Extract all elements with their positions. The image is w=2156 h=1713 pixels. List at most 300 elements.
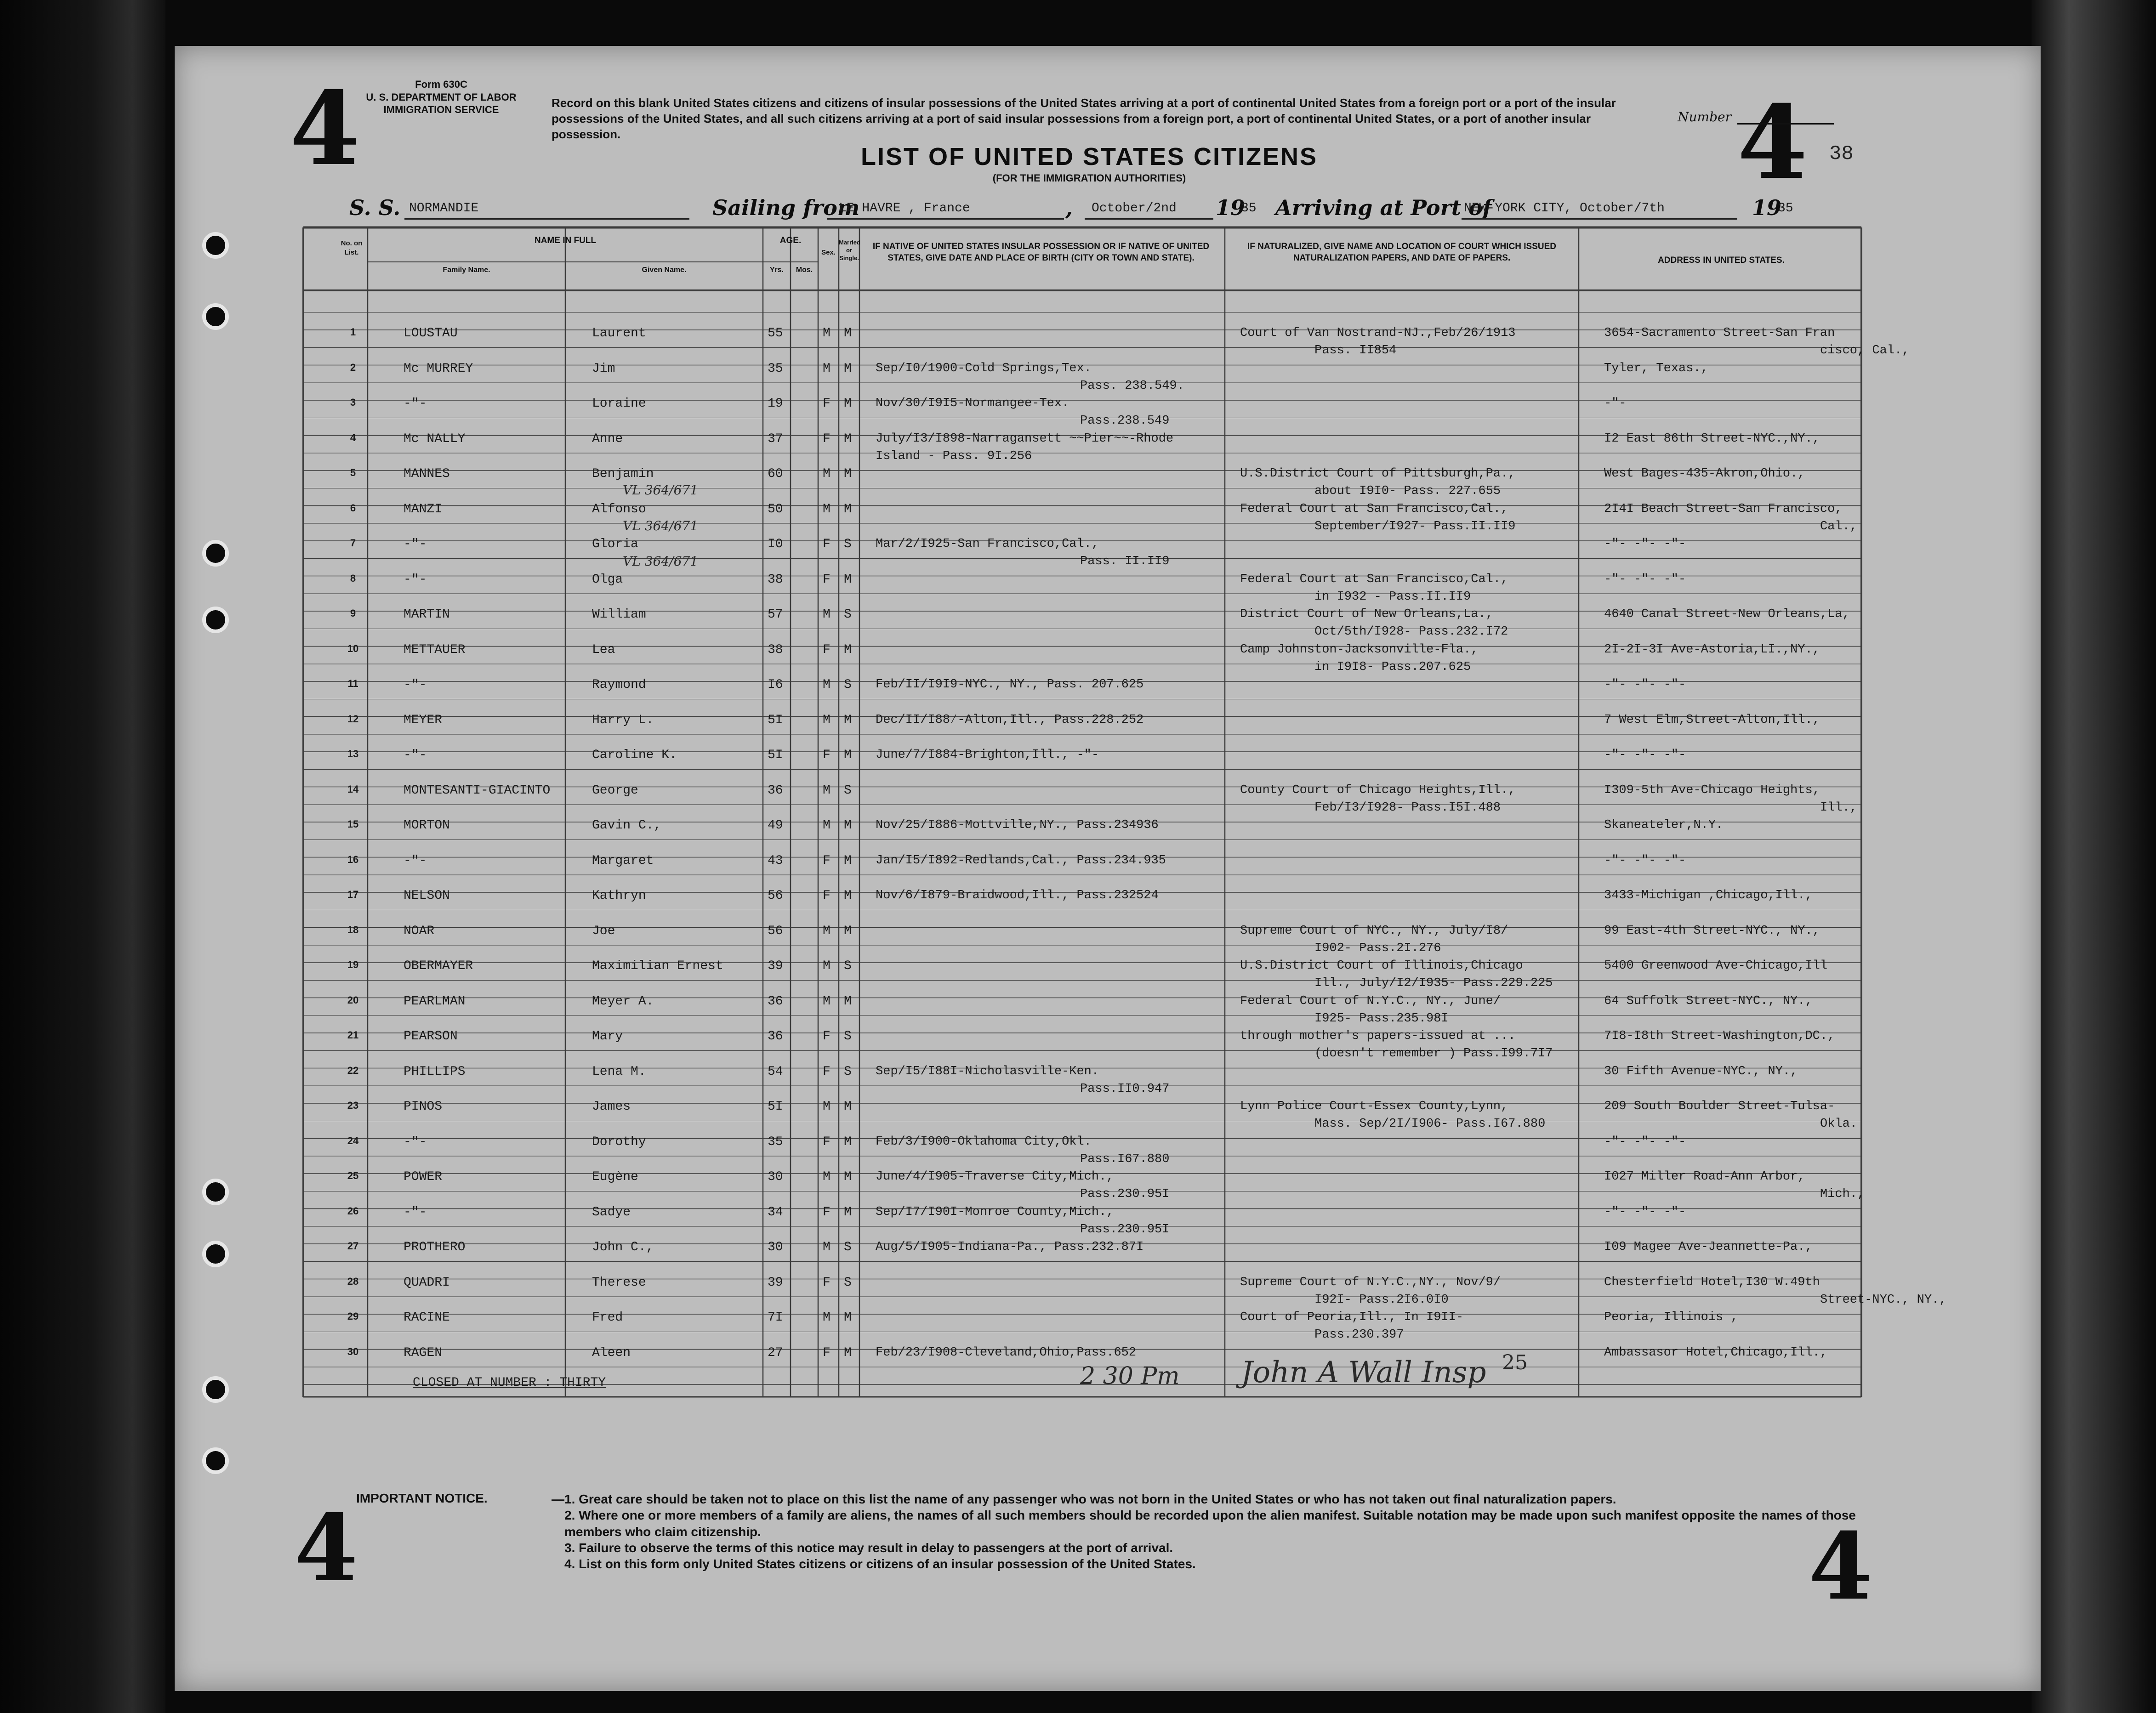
- row-sex: M: [823, 959, 831, 973]
- row-sex: F: [823, 572, 831, 587]
- row-age: 39: [768, 959, 783, 973]
- row-no: 17: [347, 889, 359, 900]
- year-prefix: 19: [1752, 195, 1782, 220]
- row-family: RAGEN: [404, 1345, 443, 1360]
- row-addr: 30 Fifth Avenue-NYC., NY.,: [1604, 1064, 1798, 1078]
- row-given: Mary: [592, 1029, 623, 1044]
- row-nat2: Pass.230.397: [1314, 1328, 1404, 1342]
- col-header-mos: Mos.: [796, 266, 813, 274]
- row-ms: M: [844, 431, 852, 446]
- row-no: 7: [350, 537, 356, 549]
- film-edge-left: [0, 0, 165, 1713]
- row-ms: S: [844, 537, 852, 551]
- row-birth: Feb/II/I9I9-NYC., NY., Pass. 207.625: [876, 678, 1144, 692]
- row-sex: F: [823, 642, 831, 657]
- film-edge-right: [2031, 0, 2156, 1713]
- row-nat2: (doesn't remember ) Pass.I99.7I7: [1314, 1047, 1553, 1061]
- departure-date: October/2nd: [1092, 201, 1177, 216]
- row-no: 6: [350, 502, 356, 514]
- col-header-age: AGE.: [779, 236, 802, 245]
- row-ms: M: [844, 818, 852, 833]
- row-age: 38: [768, 572, 783, 587]
- row-ms: S: [844, 783, 852, 798]
- row-given: George: [592, 783, 638, 798]
- sailing-from-label: Sailing from: [712, 195, 860, 220]
- col-header-married: Married or Single.: [839, 239, 860, 261]
- row-no: 21: [347, 1029, 359, 1041]
- row-family: OBERMAYER: [404, 959, 473, 973]
- row-age: 35: [768, 361, 783, 376]
- row-ms: M: [844, 748, 852, 762]
- col-header-name-in-full: NAME IN FULL: [534, 236, 597, 245]
- col-header-naturalized: IF NATURALIZED, GIVE NAME AND LOCATION OF COURT WHICH ISSUED NATURALIZATION PAPERS, AND DATE OF PAPERS.: [1247, 242, 1556, 263]
- col-header-given-name: Given Name.: [642, 266, 687, 274]
- row-birth: Dec/II/I88⁄-Alton,Ill., Pass.228.252: [876, 713, 1144, 727]
- row-ms: M: [844, 1205, 852, 1220]
- row-given: Meyer A.: [592, 994, 654, 1009]
- row-family: QUADRI: [404, 1275, 450, 1290]
- row-no: 24: [347, 1134, 359, 1146]
- row-age: 36: [768, 1029, 783, 1044]
- time-note: 2 30 Pm: [1080, 1362, 1180, 1390]
- row-given: Eugène: [592, 1170, 638, 1184]
- row-nat: District Court of New Orleans,La.,: [1240, 607, 1493, 621]
- list-number-large: 4: [1809, 1513, 1873, 1621]
- margin-note: VL 364/671: [623, 554, 699, 569]
- row-sex: M: [823, 326, 831, 340]
- row-addr: Peoria, Illinois ,: [1604, 1310, 1738, 1324]
- notice-item: 2. Where one or more members of a family are aliens, the names of all such members should be recorded upon the alien manifest. Suitable notation may be made upon such manifest opposite the names of those members who claim citizenship.: [564, 1508, 1856, 1539]
- row-addr: I2 East 86th Street-NYC.,NY.,: [1604, 431, 1820, 446]
- row-age: 30: [768, 1170, 783, 1184]
- row-ms: M: [844, 361, 852, 376]
- row-nat2: Mass. Sep/2I/I906- Pass.I67.880: [1314, 1117, 1546, 1131]
- row-no: 12: [347, 713, 359, 725]
- row-birth: Feb/3/I900-Oklahoma City,Okl.: [876, 1134, 1092, 1149]
- row-age: 55: [768, 326, 783, 340]
- row-given: Olga: [592, 572, 623, 587]
- row-ms: M: [844, 1310, 852, 1325]
- row-addr2: Cal.,: [1820, 519, 1858, 533]
- row-family: Mc MURREY: [404, 361, 473, 376]
- departure-year: 35: [1241, 201, 1257, 216]
- col-header-address: ADDRESS IN UNITED STATES.: [1658, 255, 1785, 265]
- row-no: 19: [347, 959, 359, 970]
- row-age: 19: [768, 397, 783, 411]
- row-given: John C.,: [592, 1240, 654, 1254]
- row-nat2: in I9I8- Pass.207.625: [1314, 660, 1471, 674]
- row-addr: -"- -"- -"-: [1604, 1205, 1686, 1219]
- row-ms: M: [844, 713, 852, 727]
- row-sex: F: [823, 1205, 831, 1220]
- row-nat2: I902- Pass.2I.276: [1314, 941, 1441, 955]
- row-birth: Mar/2/I925-San Francisco,Cal.,: [876, 537, 1099, 551]
- row-sex: M: [823, 502, 831, 516]
- row-nat2: about I9I0- Pass. 227.655: [1314, 484, 1501, 498]
- row-ms: M: [844, 994, 852, 1009]
- row-given: Jim: [592, 361, 615, 376]
- row-nat: Supreme Court of NYC., NY., July/I8/: [1240, 924, 1508, 938]
- punch-hole: [202, 303, 229, 330]
- row-family: MEYER: [404, 713, 443, 727]
- row-nat2: Oct/5th/I928- Pass.232.I72: [1314, 625, 1508, 639]
- row-no: 23: [347, 1100, 359, 1111]
- row-ms: M: [844, 326, 852, 340]
- row-given: Kathryn: [592, 889, 646, 903]
- underline: [827, 218, 1064, 220]
- row-given: Sadye: [592, 1205, 631, 1220]
- row-no: 27: [347, 1240, 359, 1252]
- row-birth2: Island - Pass. 9I.256: [876, 449, 1032, 463]
- row-family: -"-: [404, 1205, 427, 1220]
- row-nat: Court of Van Nostrand-NJ.,Feb/26/1913: [1240, 326, 1516, 340]
- page-subtitle: (FOR THE IMMIGRATION AUTHORITIES): [992, 172, 1186, 184]
- row-sex: M: [823, 924, 831, 938]
- row-family: MORTON: [404, 818, 450, 833]
- row-age: 49: [768, 818, 783, 833]
- row-sex: M: [823, 1310, 831, 1325]
- row-birth2: Pass.230.95I: [1080, 1187, 1170, 1201]
- row-family: -"-: [404, 748, 427, 762]
- row-given: Lea: [592, 642, 615, 657]
- row-addr: 7I8-I8th Street-Washington,DC.,: [1604, 1029, 1835, 1043]
- row-ms: M: [844, 467, 852, 481]
- list-number-large: 4: [290, 69, 360, 188]
- row-given: Fred: [592, 1310, 623, 1325]
- row-addr: 64 Suffolk Street-NYC., NY.,: [1604, 994, 1813, 1008]
- row-addr2: Okla.: [1820, 1117, 1858, 1131]
- punch-hole: [202, 607, 229, 633]
- row-no: 9: [350, 607, 356, 619]
- row-birth2: Pass. 238.549.: [1080, 379, 1184, 393]
- row-given: Raymond: [592, 678, 646, 692]
- closed-at-number: CLOSED AT NUMBER : THIRTY: [413, 1376, 606, 1390]
- col-header-yrs: Yrs.: [769, 266, 784, 274]
- year-prefix: 19: [1216, 195, 1246, 220]
- row-ms: S: [844, 1029, 852, 1044]
- row-given: Gloria: [592, 537, 638, 551]
- row-sex: M: [823, 818, 831, 833]
- row-sex: M: [823, 467, 831, 481]
- row-no: 29: [347, 1310, 359, 1322]
- row-family: POWER: [404, 1170, 443, 1184]
- row-given: Aleen: [592, 1345, 631, 1360]
- row-no: 25: [347, 1170, 359, 1181]
- row-ms: M: [844, 924, 852, 938]
- row-sex: M: [823, 607, 831, 622]
- row-nat2: I92I- Pass.2I6.0I0: [1314, 1293, 1449, 1307]
- row-sex: F: [823, 431, 831, 446]
- row-ms: S: [844, 959, 852, 973]
- row-nat: U.S.District Court of Illinois,Chicago: [1240, 959, 1523, 973]
- row-addr: 3433-Michigan ,Chicago,Ill.,: [1604, 889, 1813, 902]
- underline: [1085, 218, 1213, 220]
- row-birth: Nov/30/I9I5-Normangee-Tex.: [876, 397, 1069, 410]
- row-sex: F: [823, 748, 831, 762]
- row-sex: M: [823, 1100, 831, 1114]
- row-given: William: [592, 607, 646, 622]
- arriving-label: Arriving at Port of: [1275, 195, 1492, 220]
- row-family: METTAUER: [404, 642, 466, 657]
- row-ms: M: [844, 889, 852, 903]
- row-age: 56: [768, 924, 783, 938]
- row-family: MANNES: [404, 467, 450, 481]
- arrival-port-date: NEW-YORK CITY, October/7th: [1464, 201, 1665, 216]
- row-family: -"-: [404, 537, 427, 551]
- row-no: 30: [347, 1345, 359, 1357]
- row-ms: M: [844, 853, 852, 868]
- row-sex: F: [823, 1029, 831, 1044]
- row-nat: Camp Johnston-Jacksonville-Fla.,: [1240, 642, 1479, 657]
- row-ms: S: [844, 1240, 852, 1254]
- row-addr: Skaneateler,N.Y.: [1604, 818, 1724, 832]
- row-nat2: Feb/I3/I928- Pass.I5I.488: [1314, 800, 1501, 815]
- notice-item: 4. List on this form only United States citizens or citizens of an insular possession of the United States.: [564, 1557, 1196, 1571]
- row-ms: S: [844, 678, 852, 692]
- row-birth: Nov/6/I879-Braidwood,Ill., Pass.232524: [876, 889, 1159, 902]
- row-ms: M: [844, 1100, 852, 1114]
- service-name: IMMIGRATION SERVICE: [383, 104, 499, 115]
- row-family: MONTESANTI-GIACINTO: [404, 783, 551, 798]
- row-addr2: cisco, Cal.,: [1820, 344, 1910, 357]
- row-age: 5I: [768, 1100, 783, 1114]
- row-age: 54: [768, 1064, 783, 1079]
- row-birth: Sep/I7/I90I-Monroe County,Mich.,: [876, 1205, 1114, 1219]
- row-sex: M: [823, 678, 831, 692]
- comma: ,: [1065, 195, 1073, 220]
- underline: [1462, 218, 1737, 220]
- row-birth: June/7/I884-Brighton,Ill., -"-: [876, 748, 1099, 762]
- row-ms: M: [844, 1345, 852, 1360]
- row-given: Anne: [592, 431, 623, 446]
- arrival-year: 35: [1778, 201, 1793, 216]
- notice-items: [552, 1491, 1907, 1572]
- row-addr: -"- -"- -"-: [1604, 678, 1686, 692]
- row-no: 10: [347, 642, 359, 654]
- row-age: 36: [768, 994, 783, 1009]
- row-family: PEARLMAN: [404, 994, 466, 1009]
- col-header-family-name: Family Name.: [443, 266, 490, 274]
- row-given: Maximilian Ernest: [592, 959, 723, 973]
- row-sex: F: [823, 1275, 831, 1290]
- row-birth: Sep/I0/1900-Cold Springs,Tex.: [876, 361, 1092, 375]
- form-id-block: [363, 78, 519, 116]
- row-no: 4: [350, 431, 356, 443]
- row-age: 7I: [768, 1310, 783, 1325]
- row-birth2: Pass.230.95I: [1080, 1222, 1170, 1237]
- row-ms: M: [844, 1170, 852, 1184]
- row-sex: M: [823, 713, 831, 727]
- row-addr: 3654-Sacramento Street-San Fran: [1604, 326, 1835, 340]
- row-ms: M: [844, 502, 852, 516]
- row-addr: -"- -"- -"-: [1604, 572, 1686, 586]
- row-family: Mc NALLY: [404, 431, 466, 446]
- row-addr: 4640 Canal Street-New Orleans,La,: [1604, 607, 1850, 621]
- row-nat2: I925- Pass.235.98I: [1314, 1011, 1449, 1026]
- row-family: -"-: [404, 572, 427, 587]
- row-age: 34: [768, 1205, 783, 1220]
- row-family: MANZI: [404, 502, 443, 516]
- number-underline: [1737, 123, 1834, 125]
- row-addr: 2I-2I-3I Ave-Astoria,LI.,NY.,: [1604, 642, 1820, 657]
- row-family: -"-: [404, 397, 427, 411]
- row-family: MARTIN: [404, 607, 450, 622]
- row-given: Gavin C.,: [592, 818, 662, 833]
- form-number: Form 630C: [415, 79, 467, 90]
- departure-port: LE HAVRE , France: [839, 201, 970, 216]
- row-sex: F: [823, 1345, 831, 1360]
- row-given: Joe: [592, 924, 615, 938]
- row-addr: I09 Magee Ave-Jeannette-Pa.,: [1604, 1240, 1813, 1254]
- row-ms: S: [844, 607, 852, 622]
- row-family: NELSON: [404, 889, 450, 903]
- list-number-large: 4: [1737, 83, 1808, 202]
- list-number-large: 4: [294, 1494, 358, 1602]
- row-family: PINOS: [404, 1100, 443, 1114]
- row-family: LOUSTAU: [404, 326, 458, 340]
- row-no: 20: [347, 994, 359, 1006]
- row-nat2: Pass. II854: [1314, 344, 1397, 357]
- row-given: Lena M.: [592, 1064, 646, 1079]
- row-given: Benjamin: [592, 467, 654, 481]
- row-birth: June/4/I905-Traverse City,Mich.,: [876, 1170, 1114, 1184]
- row-sex: M: [823, 994, 831, 1009]
- row-given: Alfonso: [592, 502, 646, 516]
- row-addr2: Ill.,: [1820, 800, 1858, 815]
- punch-hole: [202, 232, 229, 259]
- row-addr2: Mich.,: [1820, 1187, 1865, 1201]
- row-nat: U.S.District Court of Pittsburgh,Pa.,: [1240, 467, 1516, 481]
- row-age: 36: [768, 783, 783, 798]
- row-family: PEARSON: [404, 1029, 458, 1044]
- row-no: 26: [347, 1205, 359, 1217]
- row-given: Laurent: [592, 326, 646, 340]
- row-family: PROTHERO: [404, 1240, 466, 1254]
- row-sex: F: [823, 1134, 831, 1149]
- margin-note: VL 364/671: [623, 482, 699, 498]
- row-ms: M: [844, 642, 852, 657]
- row-sex: F: [823, 537, 831, 551]
- row-no: 16: [347, 853, 359, 865]
- col-header-no: No. on List.: [341, 239, 363, 256]
- row-family: -"-: [404, 1134, 427, 1149]
- row-age: 5I: [768, 713, 783, 727]
- row-addr: 7 West Elm,Street-Alton,Ill.,: [1604, 713, 1820, 727]
- page-number: 38: [1829, 142, 1854, 165]
- row-age: 38: [768, 642, 783, 657]
- row-age: 37: [768, 431, 783, 446]
- row-addr: 209 South Boulder Street-Tulsa-: [1604, 1100, 1835, 1113]
- row-addr: West Bages-435-Akron,Ohio.,: [1604, 467, 1805, 481]
- row-no: 28: [347, 1275, 359, 1287]
- punch-hole: [202, 1179, 229, 1205]
- row-family: NOAR: [404, 924, 435, 938]
- number-label: Number: [1678, 109, 1731, 125]
- col-header-sex: Sex.: [821, 249, 836, 256]
- row-age: 27: [768, 1345, 783, 1360]
- page-title: LIST OF UNITED STATES CITIZENS: [861, 143, 1318, 170]
- row-no: 14: [347, 783, 359, 795]
- row-birth: Sep/I5/I88I-Nicholasville-Ken.: [876, 1064, 1099, 1078]
- row-no: 3: [350, 397, 356, 408]
- row-addr: I027 Miller Road-Ann Arbor,: [1604, 1170, 1805, 1184]
- row-addr: -"- -"- -"-: [1604, 748, 1686, 762]
- row-nat: through mother's papers-issued at ...: [1240, 1029, 1516, 1043]
- row-birth: Nov/25/I886-Mottville,NY., Pass.234936: [876, 818, 1159, 832]
- manifest-page: [175, 46, 2041, 1691]
- row-no: 1: [350, 326, 356, 338]
- row-addr2: Street-NYC., NY.,: [1820, 1293, 1947, 1307]
- row-addr: Chesterfield Hotel,I30 W.49th: [1604, 1275, 1820, 1289]
- row-age: I0: [768, 537, 783, 551]
- row-no: 11: [347, 678, 358, 689]
- row-nat: Federal Court at San Francisco,Cal.,: [1240, 502, 1508, 516]
- row-nat: Court of Peoria,Ill., In I9II-: [1240, 1310, 1464, 1324]
- row-no: 15: [347, 818, 359, 830]
- row-addr: 99 East-4th Street-NYC., NY.,: [1604, 924, 1820, 938]
- row-given: Harry L.: [592, 713, 654, 727]
- row-no: 2: [350, 361, 356, 373]
- row-nat: Federal Court of N.Y.C., NY., June/: [1240, 994, 1501, 1008]
- row-birth2: Pass. II.II9: [1080, 555, 1170, 568]
- row-no: 8: [350, 572, 356, 584]
- row-sex: M: [823, 1170, 831, 1184]
- form-instruction: Record on this blank United States citizens and citizens of insular possessions of the United States arriving at a port of continental United States from a foreign port or a port of the insular possessions of the United States, and all such citizens arriving at a port of said insular possessions from a foreign port, a port of continental United States, or a port of another insular possession.: [552, 96, 1616, 141]
- row-sex: M: [823, 783, 831, 798]
- row-birth: Feb/23/I908-Cleveland,Ohio,Pass.652: [876, 1345, 1137, 1360]
- notice-item: —1. Great care should be taken not to place on this list the name of any passenger who was not born in the United States or who has not taken out final naturalization papers.: [552, 1492, 1616, 1506]
- notice-heading: IMPORTANT NOTICE.: [356, 1491, 488, 1505]
- row-no: 18: [347, 924, 359, 936]
- row-nat: Federal Court at San Francisco,Cal.,: [1240, 572, 1508, 586]
- row-no: 22: [347, 1064, 359, 1076]
- row-birth2: Pass.II0.947: [1080, 1082, 1170, 1096]
- row-birth: Jan/I5/I892-Redlands,Cal., Pass.234.935: [876, 853, 1166, 868]
- row-age: I6: [768, 678, 783, 692]
- row-no: 5: [350, 467, 356, 478]
- row-nat2: Ill., July/I2/I935- Pass.229.225: [1314, 976, 1553, 990]
- row-given: Caroline K.: [592, 748, 677, 762]
- inspector-signature: John A Wall Insp: [1241, 1356, 1486, 1390]
- row-sex: F: [823, 853, 831, 868]
- col-header-birth: IF NATIVE OF UNITED STATES INSULAR POSSESSION OR IF NATIVE OF UNITED STATES, GIVE DATE AND PLACE OF BIRTH (CITY OR TOWN AND STATE).: [872, 242, 1210, 263]
- row-age: 30: [768, 1240, 783, 1254]
- punch-hole: [202, 540, 229, 567]
- row-age: 5I: [768, 748, 783, 762]
- row-birth2: Pass.I67.880: [1080, 1152, 1170, 1166]
- punch-hole: [202, 1447, 229, 1474]
- row-family: -"-: [404, 678, 427, 692]
- row-given: Margaret: [592, 853, 654, 868]
- row-addr: -"- -"- -"-: [1604, 537, 1686, 551]
- underline: [404, 218, 689, 220]
- row-nat: Lynn Police Court-Essex County,Lynn,: [1240, 1100, 1508, 1113]
- row-given: Therese: [592, 1275, 646, 1290]
- row-age: 35: [768, 1134, 783, 1149]
- department-name: U. S. DEPARTMENT OF LABOR: [366, 91, 517, 103]
- row-given: Dorothy: [592, 1134, 646, 1149]
- punch-hole: [202, 1241, 229, 1267]
- row-addr: -"-: [1604, 397, 1627, 410]
- row-family: -"-: [404, 853, 427, 868]
- passenger-count: 25: [1502, 1351, 1528, 1374]
- margin-note: VL 364/671: [623, 518, 699, 533]
- row-age: 43: [768, 853, 783, 868]
- row-sex: F: [823, 397, 831, 411]
- row-sex: M: [823, 1240, 831, 1254]
- ss-label: S. S.: [349, 195, 401, 220]
- row-ms: M: [844, 1134, 852, 1149]
